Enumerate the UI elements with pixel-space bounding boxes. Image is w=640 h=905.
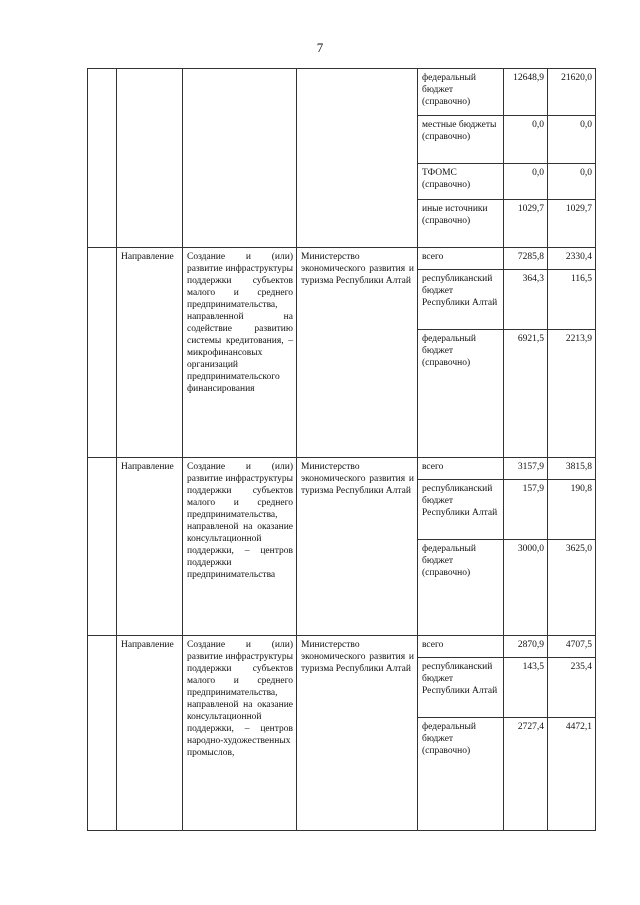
executor-cell: Министерство экономического развития и туризма Республики Алтай bbox=[297, 458, 418, 636]
direction-type: Направление bbox=[117, 458, 183, 636]
value-cell: 2727,4 bbox=[504, 718, 548, 831]
value-cell: 3000,0 bbox=[504, 540, 548, 636]
table-row bbox=[88, 458, 596, 480]
value-cell: 0,0 bbox=[548, 116, 596, 164]
table-row bbox=[88, 69, 596, 116]
value-cell: 3625,0 bbox=[548, 540, 596, 636]
source-cell: федеральный бюджет (справочно) bbox=[418, 540, 504, 636]
blank-cell bbox=[88, 636, 117, 831]
value-cell: 0,0 bbox=[504, 116, 548, 164]
value-cell: 1029,7 bbox=[548, 200, 596, 248]
value-cell: 2870,9 bbox=[504, 636, 548, 658]
source-cell: федеральный бюджет (справочно) bbox=[418, 69, 504, 116]
executor-cell: Министерство экономического развития и туризма Республики Алтай bbox=[297, 636, 418, 831]
page-number: 7 bbox=[316, 40, 324, 55]
direction-title: Создание и (или) развитие инфраструктуры поддержки субъектов малого и среднего предпринимательства, направленой на оказание консультационной поддержки, – центров поддержки предпринимательства bbox=[183, 458, 297, 636]
blank-cell bbox=[88, 458, 117, 636]
source-cell: иные источники (справочно) bbox=[418, 200, 504, 248]
source-cell: местные бюджеты (справочно) bbox=[418, 116, 504, 164]
source-cell: всего bbox=[418, 458, 504, 480]
executor-cell: Министерство экономического развития и туризма Республики Алтай bbox=[297, 248, 418, 458]
value-cell: 235,4 bbox=[548, 658, 596, 718]
value-cell: 3157,9 bbox=[504, 458, 548, 480]
direction-title: Создание и (или) развитие инфраструктуры поддержки субъектов малого и среднего предпринимательства, направленой на оказание консультационной поддержки, – центров народно-художественных промыслов, bbox=[183, 636, 297, 831]
budget-table bbox=[87, 68, 596, 831]
direction-type: Направление bbox=[117, 636, 183, 831]
value-cell: 116,5 bbox=[548, 270, 596, 330]
value-cell: 4472,1 bbox=[548, 718, 596, 831]
blank-cell bbox=[297, 69, 418, 248]
value-cell: 3815,8 bbox=[548, 458, 596, 480]
value-cell: 0,0 bbox=[504, 164, 548, 200]
value-cell: 6921,5 bbox=[504, 330, 548, 458]
direction-type: Направление bbox=[117, 248, 183, 458]
source-cell: республиканский бюджет Республики Алтай bbox=[418, 480, 504, 540]
value-cell: 143,5 bbox=[504, 658, 548, 718]
blank-cell bbox=[183, 69, 297, 248]
table-row bbox=[88, 636, 596, 658]
value-cell: 0,0 bbox=[548, 164, 596, 200]
source-cell: всего bbox=[418, 636, 504, 658]
blank-cell bbox=[117, 69, 183, 248]
blank-cell bbox=[88, 248, 117, 458]
source-cell: федеральный бюджет (справочно) bbox=[418, 330, 504, 458]
value-cell: 2213,9 bbox=[548, 330, 596, 458]
source-cell: республиканский бюджет Республики Алтай bbox=[418, 658, 504, 718]
direction-title: Создание и (или) развитие инфраструктуры поддержки субъектов малого и среднего предпринимательства, направленной на содействие развитию системы кредитования, – микрофинансовых организаций предпринимательского финансирования bbox=[183, 248, 297, 458]
table-row bbox=[88, 248, 596, 270]
value-cell: 12648,9 bbox=[504, 69, 548, 116]
value-cell: 21620,0 bbox=[548, 69, 596, 116]
source-cell: ТФОМС (справочно) bbox=[418, 164, 504, 200]
value-cell: 2330,4 bbox=[548, 248, 596, 270]
value-cell: 7285,8 bbox=[504, 248, 548, 270]
source-cell: федеральный бюджет (справочно) bbox=[418, 718, 504, 831]
source-cell: всего bbox=[418, 248, 504, 270]
value-cell: 4707,5 bbox=[548, 636, 596, 658]
source-cell: республиканский бюджет Республики Алтай bbox=[418, 270, 504, 330]
value-cell: 364,3 bbox=[504, 270, 548, 330]
blank-cell bbox=[88, 69, 117, 248]
value-cell: 190,8 bbox=[548, 480, 596, 540]
value-cell: 1029,7 bbox=[504, 200, 548, 248]
value-cell: 157,9 bbox=[504, 480, 548, 540]
